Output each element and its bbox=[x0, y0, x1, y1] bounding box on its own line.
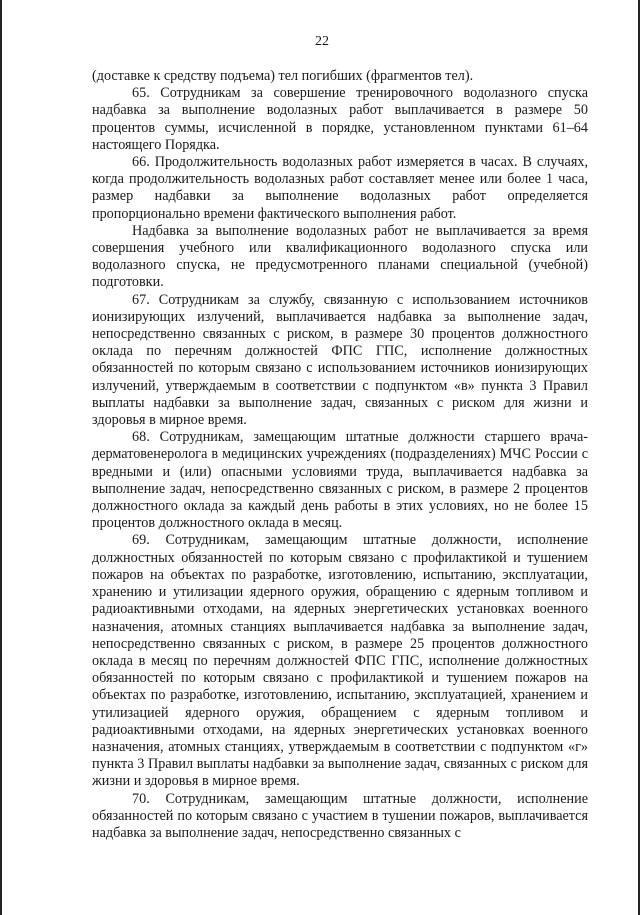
paragraph-67: 67. Сотрудникам за службу, связанную с использованием источников ионизирующих излучений, выплачивается надбавка за выполнение задач, непосредственно связанных с риском, в размере 30 процентов должностного оклада по перечням должностей ФПС ГПС, исполнение должностных обязанностей по которым связано с использованием источников ионизирующих излучений, утверждаемым в соответствии с подпунктом «в» пункта 3 Правил выплаты надбавки за выполнение задач, связанных с риском для жизни и здоровья в мирное время. bbox=[92, 291, 588, 429]
page-number: 22 bbox=[315, 34, 329, 49]
paragraph-continuation: (доставке к средству подъема) тел погибших (фрагментов тел). bbox=[92, 68, 474, 84]
paragraph-70: 70. Сотрудникам, замещающим штатные должности, исполнение обязанностей по которым связано с участием в тушении пожаров, выплачивается надбавка за выполнение задач, непосредственно связанных с bbox=[92, 790, 588, 841]
paragraph-65: 65. Сотрудникам за совершение тренировочного водолазного спуска надбавка за выполнение водолазных работ выплачивается в размере 50 процентов суммы, исчисленной в порядке, установленном пунктами 61–64 настоящего Порядка. bbox=[92, 85, 588, 153]
paragraph-66-note: Надбавка за выполнение водолазных работ не выплачивается за время совершения учебного или квалификационного водолазного спуска или водолазного спуска, не предусмотренного планами специальной (учебной) подготовки. bbox=[92, 222, 588, 291]
document-body bbox=[92, 68, 588, 842]
paragraph-66: 66. Продолжительность водолазных работ измеряется в часах. В случаях, когда продолжительность водолазных работ составляет менее или более 1 часа, размер надбавки за выполнение водолазных работ определяется пропорционально времени фактического выполнения работ. bbox=[92, 154, 588, 222]
paragraph-68: 68. Сотрудникам, замещающим штатные должности старшего врача-дерматовенеролога в медицинских учреждениях (подразделениях) МЧС России с вредными и (или) опасными условиями труда, выплачивается надбавка за выполнение задач, непосредственно связанных с риском, в размере 2 процентов должностного оклада за каждый день работы в этих условиях, но не более 15 процентов должностного оклада в месяц. bbox=[92, 429, 588, 532]
paragraph-69: 69. Сотрудникам, замещающим штатные должности, исполнение должностных обязанностей по которым связано с профилактикой и тушением пожаров на объектах по разработке, изготовлению, испытанию, эксплуатации, хранению и утилизации ядерного оружия, обращению с ядерным топливом и радиоактивными отходами, на ядерных энергетических установках военного назначения, атомных станциях выплачивается надбавка за выполнение задач, непосредственно связанных с риском, в размере 25 процентов должностного оклада в месяц по перечням должностей ФПС ГПС, исполнение должностных обязанностей по которым связано с профилактикой и тушением пожаров на объектах по разработке, изготовлению, испытанию, эксплуатацией, хранением и утилизацией ядерного оружия, обращением с ядерным топливом и радиоактивными отходами, на ядерных энергетических установках военного назначения, атомных станциях, утверждаемым в соответствии с подпунктом «г» пункта 3 Правил выплаты надбавки за выполнение задач, связанных с риском для жизни и здоровья в мирное время. bbox=[92, 532, 588, 790]
